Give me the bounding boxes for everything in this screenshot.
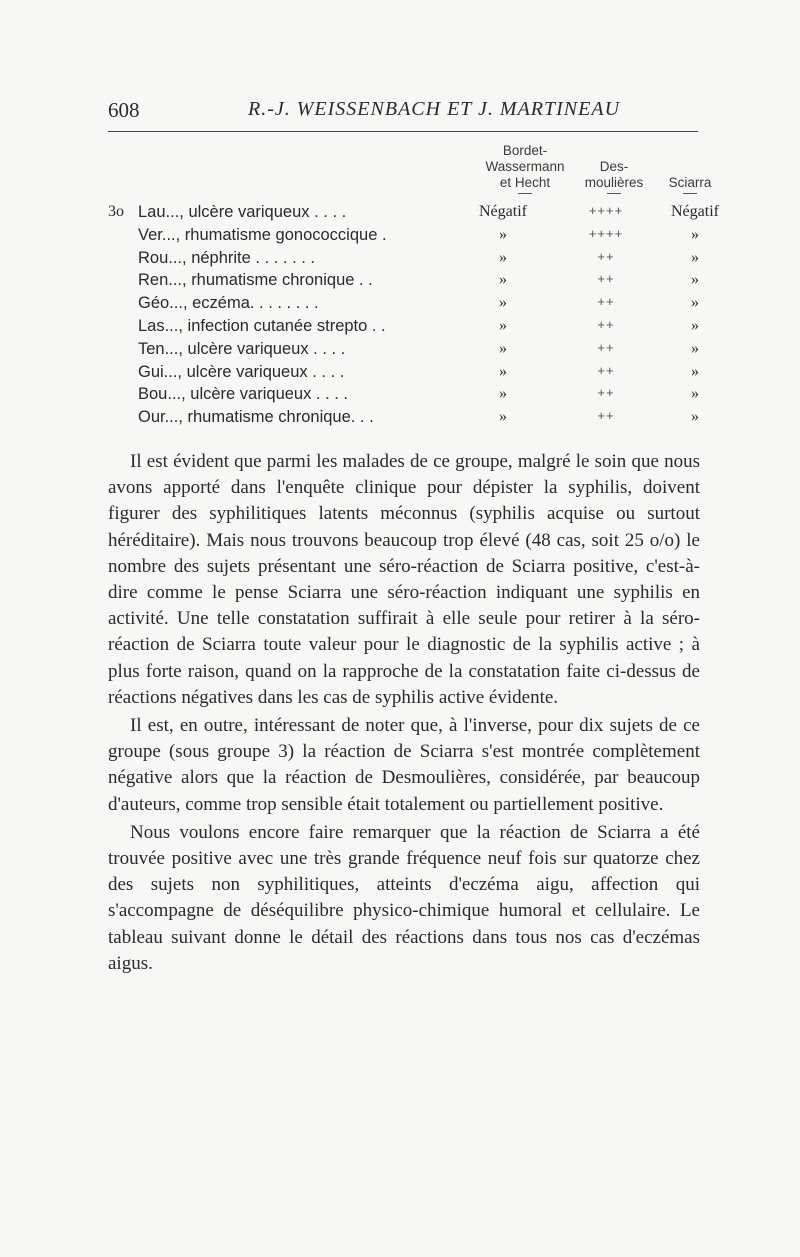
table-row — [108, 363, 708, 386]
column-dash — [518, 193, 532, 194]
bordet-wassermann-cell: » — [499, 362, 507, 380]
sciarra-cell: » — [691, 294, 699, 312]
sciarra-cell: » — [691, 362, 699, 380]
patient-cell: Lau..., ulcère variqueux . . . . — [138, 203, 347, 221]
paragraph: Il est évident que parmi les malades de ce groupe, malgré le soin que nous avons apporté dans l'enquête clinique pour dépister la syphilis, doivent figurer des syphilitiques latents méconnus (syphilis acquise ou surtout héréditaire). Mais nous trouvons beaucoup trop élevé (48 cas, soit 25 o/o) le nombre des sujets présentant une séro-réaction de Sciarra positive, c'est-à-dire comme le pense Sciarra une séro-réaction indiquant une syphilis en activité. Une telle constatation suffirait à elle seule pour retirer à la séro-réaction de Sciarra toute valeur pour le diagnostic de la syphilis active ; à plus forte raison, quand on la rapproche de la constatation faite ci-dessus de réactions négatives dans les cas de syphilis active évidente. — [108, 451, 700, 708]
desmoulieres-cell: ++ — [597, 362, 615, 378]
bordet-wassermann-cell: » — [499, 408, 507, 426]
patient-cell: Our..., rhumatisme chronique. . . — [138, 408, 374, 427]
table-row — [108, 203, 719, 226]
patient-cell: Géo..., eczéma. . . . . . . . — [138, 294, 319, 313]
bordet-wassermann-cell: » — [499, 294, 507, 312]
column-header-desmoulieres: Des- moulières — [568, 143, 660, 194]
bordet-wassermann-cell: Négatif — [479, 203, 527, 220]
page-header — [108, 98, 698, 128]
sciarra-cell: » — [691, 339, 699, 357]
column-header-bordet-wassermann: Bordet- Wassermann et Hecht — [470, 143, 580, 194]
table-row — [108, 385, 708, 408]
sciarra-cell: » — [691, 225, 699, 243]
bordet-wassermann-cell: » — [499, 271, 507, 289]
patient-cell: Las..., infection cutanée strepto . . — [138, 316, 386, 335]
sciarra-cell: » — [691, 408, 699, 426]
bordet-wassermann-cell: » — [499, 225, 507, 243]
running-head: R.-J. WEISSENBACH ET J. MARTINEAU — [248, 98, 621, 120]
table-row — [108, 226, 708, 249]
results-table — [108, 203, 719, 431]
column-header-sciarra: Sciarra — [650, 143, 730, 194]
patient-cell: Rou..., néphrite . . . . . . . — [138, 248, 315, 267]
table-row — [108, 271, 708, 294]
patient-cell: Ten..., ulcère variqueux . . . . — [138, 339, 346, 358]
desmoulieres-cell: ++ — [597, 316, 615, 332]
bordet-wassermann-cell: » — [499, 316, 507, 334]
bordet-wassermann-cell: » — [499, 248, 507, 266]
patient-cell: Gui..., ulcère variqueux . . . . — [138, 362, 345, 381]
column-dash — [683, 193, 697, 194]
bordet-wassermann-cell: » — [499, 339, 507, 357]
sciarra-cell: » — [691, 271, 699, 289]
sciarra-cell: » — [691, 316, 699, 334]
sciarra-cell: Négatif — [671, 203, 719, 220]
sciarra-cell: » — [691, 385, 699, 403]
column-dash — [607, 193, 621, 194]
table-row — [108, 294, 708, 317]
header-rule — [108, 131, 698, 132]
table-row — [108, 408, 708, 431]
page-number: 608 — [108, 98, 140, 122]
paragraph: Nous voulons encore faire remarquer que la réaction de Sciarra a été trouvée positive avec une très grande fréquence neuf fois sur quatorze chez des sujets non syphilitiques, atteints d'eczéma aigu, affection qui s'accompagne de déséquilibre physico-chimique humoral et cellulaire. Le tableau suivant donne le détail des réactions dans tous nos cas d'eczémas aigus. — [108, 821, 700, 974]
desmoulieres-cell: ++ — [597, 271, 615, 287]
bordet-wassermann-cell: » — [499, 385, 507, 403]
table-row — [108, 249, 708, 272]
desmoulieres-cell: ++ — [597, 385, 615, 401]
patient-cell: Ver..., rhumatisme gonococcique . — [138, 225, 387, 244]
group-label: 3o — [108, 203, 124, 220]
table-row — [108, 340, 708, 363]
body-text — [108, 449, 700, 979]
desmoulieres-cell: ++++ — [588, 225, 624, 241]
desmoulieres-cell: ++ — [597, 339, 615, 355]
desmoulieres-cell: ++++ — [588, 203, 624, 218]
patient-cell: Ren..., rhumatisme chronique . . — [138, 271, 373, 290]
desmoulieres-cell: ++ — [597, 248, 615, 264]
paragraph: Il est, en outre, intéressant de noter que, à l'inverse, pour dix sujets de ce groupe (sous groupe 3) la réaction de Sciarra s'est montrée complètement négative alors que la réaction de Desmoulières, considérée, par beaucoup d'auteurs, comme trop sensible était totalement ou partiellement positive. — [108, 715, 700, 815]
desmoulieres-cell: ++ — [597, 294, 615, 310]
sciarra-cell: » — [691, 248, 699, 266]
table-row — [108, 317, 708, 340]
desmoulieres-cell: ++ — [597, 408, 615, 424]
patient-cell: Bou..., ulcère variqueux . . . . — [138, 385, 349, 404]
